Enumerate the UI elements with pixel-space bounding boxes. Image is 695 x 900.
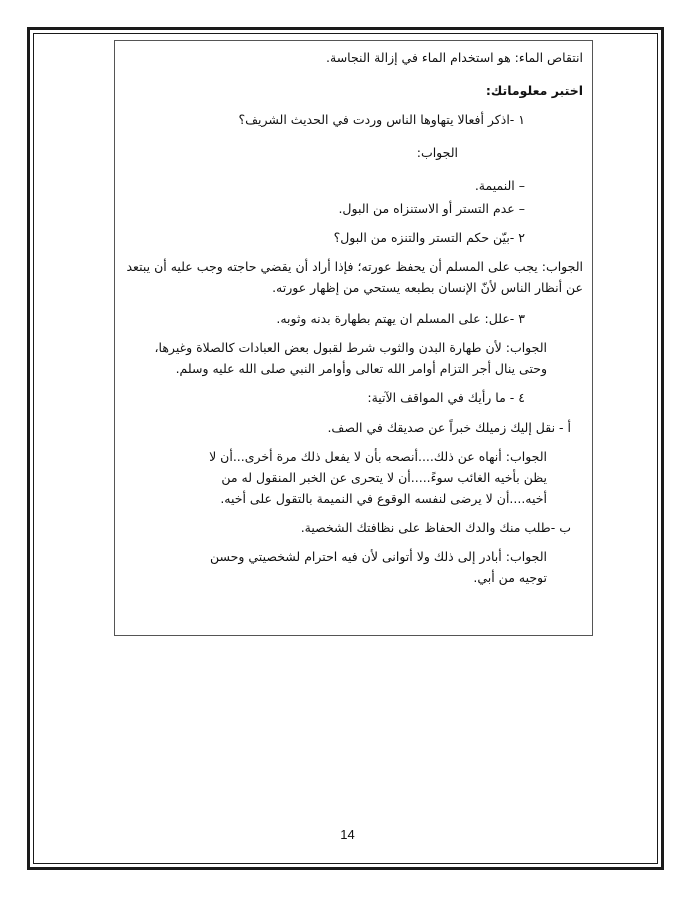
answer-4a: الجواب: أنهاه عن ذلك....أنصحه بأن لا يفعل ذلك مرة أخرى...أن لا يظن بأخيه الغائب سوءً.....أن لا يتحرى عن الخبر المنقول له من أخيه....أن لا يرضى لنفسه الوقوع في النميمة بالتقول على أخيه. xyxy=(209,449,547,506)
question-4: ٤ - ما رأيك في المواقف الآتية: xyxy=(367,390,525,405)
question-1: ١ -اذكر أفعالا يتهاوها الناس وردت في الحديث الشريف؟ xyxy=(238,112,525,127)
intro-line: انتقاص الماء: هو استخدام الماء في إزالة النجاسة. xyxy=(326,50,583,65)
question-2: ٢ -بيّن حكم التستر والتنزه من البول؟ xyxy=(333,230,525,245)
answer-1-item-1: – النميمة. xyxy=(474,178,525,193)
content-box xyxy=(114,40,593,636)
answer-3: الجواب: لأن طهارة البدن والثوب شرط لقبول بعض العبادات كالصلاة وغيرها، وحتى ينال أجر التزام أوامر الله تعالى وأوامر النبي صلى الله عليه وسلم. xyxy=(154,340,547,376)
question-4b: ب -طلب منك والدك الحفاظ على نظافتك الشخصية. xyxy=(300,520,571,535)
answer-1-label: الجواب: xyxy=(416,145,458,160)
answer-4b: الجواب: أبادر إلى ذلك ولا أتوانى لأن فيه احترام لشخصيتي وحسن توجيه من أبي. xyxy=(209,549,547,585)
question-3: ٣ -علل: على المسلم ان يهتم بطهارة بدنه وثوبه. xyxy=(276,311,525,326)
answer-1-item-2: – عدم التستر أو الاستنزاه من البول. xyxy=(338,201,525,216)
answer-2: الجواب: يجب على المسلم أن يحفظ عورته؛ فإذا أراد أن يقضي حاجته وجب عليه أن يبتعد عن أنظار الناس لأنّ الإنسان بطبعه يستحي من إظهار عورته. xyxy=(126,259,583,295)
section-heading: اختبر معلوماتك: xyxy=(485,83,583,98)
question-4a: أ - نقل إليك زميلك خبراً عن صديقك في الصف. xyxy=(327,420,571,435)
page-number: 14 xyxy=(340,827,355,842)
